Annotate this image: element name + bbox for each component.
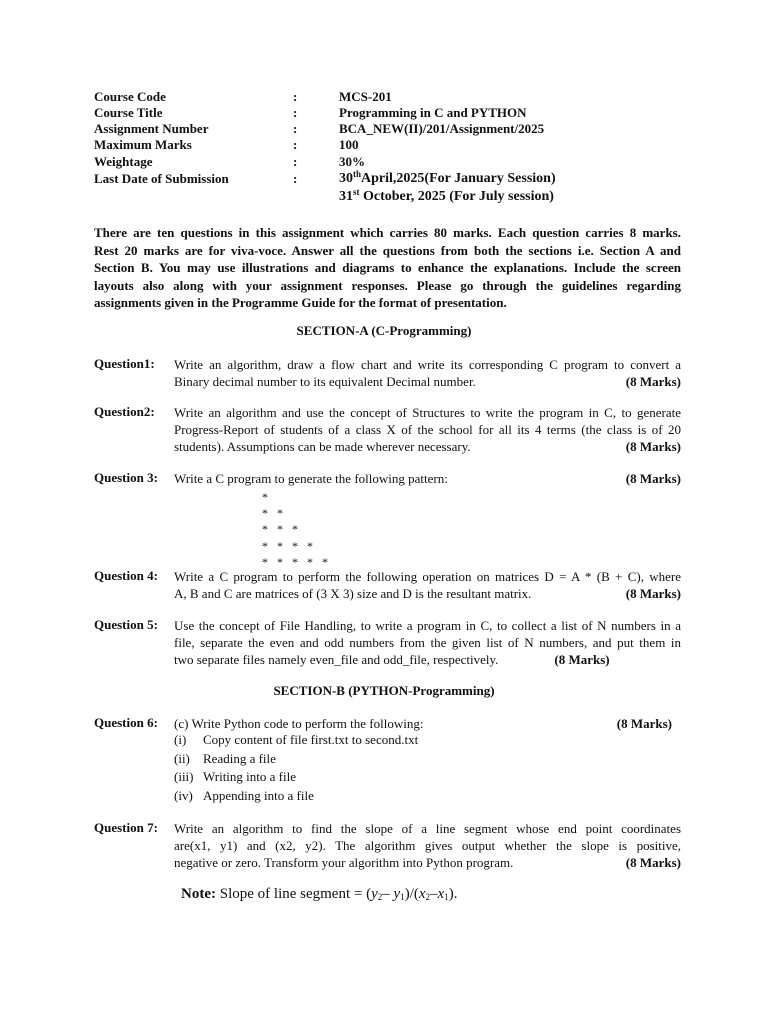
submission-day: 31 [339,189,353,204]
intro-line: assignments given in the Programme Guide for the format of presentation. [94,295,507,310]
marks-label: (8 Marks) [554,652,610,667]
pattern-row: * * [262,506,286,521]
intro-line: There are ten questions in this assignment which carries 80 marks. Each question carries 8 marks. [94,225,681,240]
list-item-text: Copy content of file first.txt to second.txt [203,732,419,747]
marks-label: (8 Marks) [625,439,681,454]
note-var: x [418,886,426,902]
header-separator: : [293,171,298,186]
header-separator: : [293,137,298,152]
section-a-title: SECTION-A (C-Programming) [296,323,472,338]
question-line-text: two separate files namely even_file and odd_file, respectively. [174,652,499,667]
list-item [174,768,418,787]
question-6-sublist [174,731,418,805]
question-line-text: A, B and C are matrices of (3 X 3) size and D is the resultant matrix. [174,586,532,601]
question-4-label: Question 4: [94,568,158,583]
section-b-title: SECTION-B (PYTHON-Programming) [273,683,495,698]
note-op: – [430,886,438,902]
list-item-text: Appending into a file [203,787,314,803]
list-item-number: (iv) [174,787,193,803]
note-label: Note: [181,886,216,902]
header-label: Weightage [94,154,153,169]
question-line-text: Binary decimal number to its equivalent Decimal number. [174,374,476,389]
question-line: Write an algorithm to find the slope of a line segment whose end point coordinates [174,821,681,836]
note-var: y [393,886,401,902]
question-2-text [174,404,681,455]
list-item-text: Reading a file [203,750,276,766]
header-separator: : [293,105,298,120]
header-label: Course Code [94,89,166,104]
pattern-row: * * * [262,522,301,537]
header-value-july [339,189,554,205]
question-line: Write an algorithm and use the concept of Structures to write the program in C, to generate [174,405,681,420]
question-3-label: Question 3: [94,470,158,485]
note-op: )/( [404,886,419,902]
question-5-text [174,617,681,668]
question-line: file, separate the even and odd numbers from the given list of N numbers, and put them in [174,635,681,650]
list-item [174,750,418,769]
question-line-text: negative or zero. Transform your algorithm into Python program. [174,855,514,870]
star-pattern [262,489,331,570]
submission-text: April,2025(For January Session) [361,171,556,186]
submission-suffix: st [353,187,360,197]
note-op: – [382,886,394,902]
question-7-text [174,820,681,871]
intro-paragraph [94,224,681,312]
intro-line: Rest 20 marks are for viva-voce. Answer all the questions from both the sections i.e. Section A and [94,242,681,258]
header-value: 100 [339,137,359,152]
question-1-label: Question1: [94,356,155,371]
question-line-text: (c) Write Python code to perform the following: [174,716,424,731]
header-label: Assignment Number [94,121,209,136]
pattern-row: * * * * [262,538,316,553]
list-item-number: (iii) [174,769,194,784]
question-2-label: Question2: [94,404,155,419]
question-line [174,585,681,602]
note-subscript: 1 [444,892,449,902]
question-line [174,715,672,732]
note-var: x [437,886,445,902]
question-5-label: Question 5: [94,617,158,632]
marks-label: (8 Marks) [625,471,681,486]
pattern-row: * [262,490,271,504]
header-value-january [339,171,556,187]
note-subscript: 2 [425,892,431,902]
question-4-text [174,568,681,602]
list-item [174,731,418,750]
header-separator: : [293,121,298,136]
note-op: ). [448,886,458,902]
question-3-text [174,470,681,487]
header-label: Maximum Marks [94,137,192,152]
header-separator: : [293,154,298,169]
list-item-number: (ii) [174,750,190,766]
slope-note [181,886,457,903]
question-line-text: Write a C program to generate the following pattern: [174,471,448,486]
marks-label: (8 Marks) [625,374,681,389]
question-line [174,438,681,455]
question-line [174,373,681,390]
question-line: Write a C program to perform the following operation on matrices D = A * (B + C), where [174,569,681,584]
note-var: y [371,886,378,902]
header-value: 30% [339,154,365,169]
list-item-number: (i) [174,732,187,747]
note-subscript: 1 [400,892,405,902]
question-1-text [174,356,681,390]
note-subscript: 2 [377,892,383,902]
header-value: MCS-201 [339,89,392,104]
note-text: Slope of line segment = ( [215,886,372,902]
submission-text: October, 2025 (For July session) [359,189,554,204]
pattern-row: * * * * * [262,554,331,569]
question-line [174,854,681,871]
intro-line: Section B. You may use illustrations and diagrams to enhance the explanations. Include the screen [94,260,681,275]
header-label: Course Title [94,105,163,120]
submission-suffix: th [353,169,362,179]
list-item [174,787,418,806]
marks-label: (8 Marks) [625,855,681,870]
intro-line: layouts also along with your assignment responses. Please go through the guidelines regarding [94,277,681,293]
question-line-text: students). Assumptions can be made wherever necessary. [174,439,471,454]
question-line: Write an algorithm, draw a flow chart and write its corresponding C program to convert a [174,357,681,372]
question-line: are(x1, y1) and (x2, y2). The algorithm gives output whether the slope is positive, [174,838,681,853]
marks-label: (8 Marks) [625,586,681,601]
header-value: BCA_NEW(II)/201/Assignment/2025 [339,121,545,136]
question-7-label: Question 7: [94,820,158,835]
question-line [174,651,681,668]
header-label: Last Date of Submission [94,171,229,186]
list-item-text: Writing into a file [203,769,296,784]
question-6-label: Question 6: [94,715,158,730]
header-value: Programming in C and PYTHON [339,105,527,120]
header-separator: : [293,89,298,104]
submission-day: 30 [339,171,353,186]
question-line [174,470,681,487]
question-6-text [174,715,672,732]
question-line: Progress-Report of students of a class X of the school for all its 4 terms (the class is of 20 [174,422,681,437]
marks-label: (8 Marks) [616,716,672,731]
question-line: Use the concept of File Handling, to write a program in C, to collect a list of N numbers in a [174,618,681,633]
